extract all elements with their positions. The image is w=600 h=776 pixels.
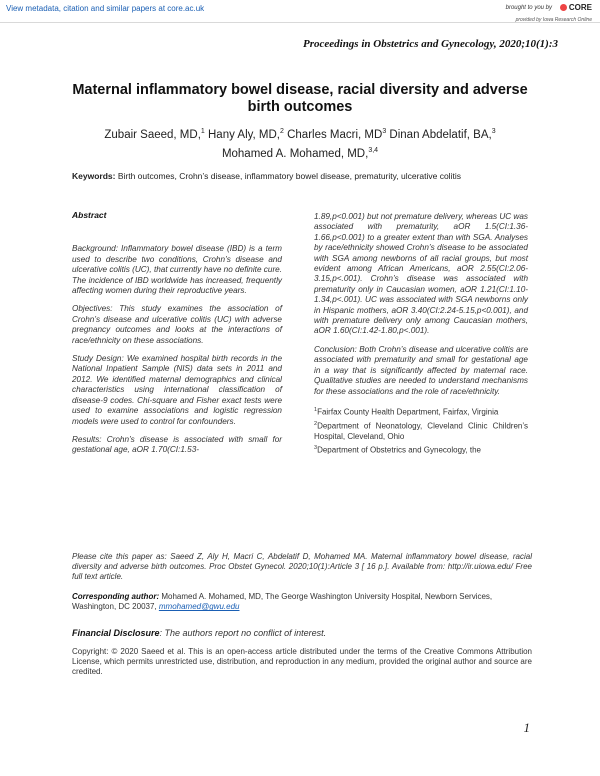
author-name: Mohamed A. Mohamed, MD, bbox=[221, 147, 369, 160]
affiliation-mark: 1 bbox=[314, 406, 318, 413]
affiliation-text: Fairfax County Health Department, Fairfax, Virginia bbox=[317, 407, 499, 417]
corresponding-author-text: Mohamed A. Mohamed, MD, The George Washington University Hospital, Newborn Services, Washington, DC 20037, bbox=[72, 592, 493, 612]
abstract-conclusion: Conclusion: Both Crohn’s disease and ulcerative colitis are associated with prematurity and small for gestational age in a way that is significantly affected by maternal race. Qualitative studies are needed to understand mechanisms for these associations and the role of race/ethnicity. bbox=[314, 344, 528, 396]
abstract-background: Background: Inflammatory bowel disease (IBD) is a term used to describe two conditions, Crohn’s disease and ulcerative colitis (UC), that currently have no definite cure. The incidence of IBD worldwide has increased, frequently affecting women during their reproductive years. bbox=[72, 244, 282, 296]
author-affiliation-mark: 2 bbox=[280, 128, 284, 135]
citation-note: Please cite this paper as: Saeed Z, Aly H, Macri C, Abdelatif D, Mohamed MA. Maternal inflammatory bowel disease, racial diversity and adverse birth outcomes. Proc Obstet Gynecol. 2020;10(1):Article 3 [ 16 p.]. Available from: http://ir.uiowa.edu/ Free full text article. bbox=[72, 552, 532, 582]
journal-header: Proceedings in Obstetrics and Gynecology, 2020;10(1):3 bbox=[302, 38, 558, 50]
financial-disclosure-text: : The authors report no conflict of interest. bbox=[159, 628, 327, 638]
abstract-right-column bbox=[314, 212, 528, 458]
affiliation-mark: 3 bbox=[314, 445, 318, 452]
affiliation bbox=[314, 405, 528, 418]
author-affiliation-mark: 3 bbox=[491, 128, 496, 135]
page-number: 1 bbox=[523, 720, 530, 735]
author-affiliation-mark: 1 bbox=[200, 128, 205, 135]
brought-by-label: brought to you by bbox=[505, 5, 552, 11]
author-affiliation-mark: 3,4 bbox=[368, 146, 379, 154]
core-logo[interactable] bbox=[560, 3, 592, 12]
affiliation-text: Department of Neonatology, Cleveland Clinic Children’s Hospital, Cleveland, Ohio bbox=[314, 421, 528, 442]
keywords bbox=[72, 171, 461, 181]
keywords-label: Keywords: bbox=[72, 171, 116, 181]
keywords-text: Birth outcomes, Crohn’s disease, inflammatory bowel disease, prematurity, ulcerative colitis bbox=[115, 171, 461, 181]
paper-title: Maternal inflammatory bowel disease, racial diversity and adverse birth outcomes bbox=[72, 82, 528, 115]
financial-disclosure-label: Financial Disclosure bbox=[72, 628, 160, 638]
abstract-results-continued: 1.89,p<0.001) but not premature delivery, whereas UC was associated with prematurity, aOR 1.5(CI:1.36-1.66,p<0.001) to a greater extent than with SGA. Analyses by race/ethnicity showed Crohn’s disease to be associated with SGA among newborns of all racial groups, but most evident among African Americans, aOR 2.55(CI:2.06-3.15,p<.001). Crohn’s disease was associated with prematurity only in Caucasian women, aOR 1.21(CI:1.10-1.34,p<.001). UC was associated with SGA newborns only in Hispanic mothers, aOR 3.40(CI:2.24-5.15,p<0.001), and with premature delivery only among Caucasian mothers, aOR 1.60(CI:1.42-1.80,p<.001). bbox=[314, 212, 528, 336]
core-logo-icon bbox=[560, 4, 567, 11]
financial-disclosure bbox=[72, 628, 532, 638]
affiliation bbox=[314, 419, 528, 442]
author-name: Zubair Saeed, MD, bbox=[104, 128, 201, 141]
abstract-heading: Abstract bbox=[72, 210, 107, 220]
core-brand: CORE bbox=[568, 3, 592, 12]
corresponding-author-label: Corresponding author: bbox=[72, 592, 160, 601]
abstract-objectives: Objectives: This study examines the association of Crohn’s disease and ulcerative colitis (UC) with adverse pregnancy outcomes and looks at the interactions of race/ethnicity on these associations. bbox=[72, 304, 282, 345]
author-affiliation-mark: 3 bbox=[382, 128, 387, 135]
abstract-results-start: Results: Crohn’s disease is associated with small for gestational age, aOR 1.70(CI:1.53- bbox=[72, 434, 282, 455]
author-name: Charles Macri, MD bbox=[283, 128, 383, 141]
corresponding-author bbox=[72, 592, 532, 612]
abstract-study-design: Study Design: We examined hospital birth records in the National Inpatient Sample (NIS) data sets in 2011 and 2012. We identified maternal demographics and clinical characteristics using international classification of disease-9 codes. Chi-square and Fisher exact tests were used to examine associations and logistic regression models were used to control for confounders. bbox=[72, 354, 282, 426]
affiliation-mark: 2 bbox=[314, 420, 318, 427]
affiliation bbox=[314, 443, 528, 456]
core-banner bbox=[0, 0, 600, 23]
author-list bbox=[40, 124, 560, 162]
core-metadata-link[interactable]: View metadata, citation and similar papers at core.ac.uk bbox=[6, 4, 205, 13]
author-name: Hany Aly, MD, bbox=[204, 128, 280, 141]
provided-by-label: provided by Iowa Research Online bbox=[515, 17, 592, 23]
author-email-link[interactable]: mmohamed@gwu.edu bbox=[158, 602, 240, 612]
affiliation-text: Department of Obstetrics and Gynecology, the bbox=[317, 446, 481, 456]
abstract-left-column bbox=[72, 210, 282, 464]
author-name: Dinan Abdelatif, BA, bbox=[386, 128, 492, 141]
copyright-notice: Copyright: © 2020 Saeed et al. This is an open-access article distributed under the terms of the Creative Commons Attribution License, which permits unrestricted use, distribution, and reproduction in any medium, provided the original author and source are credited. bbox=[72, 647, 532, 677]
